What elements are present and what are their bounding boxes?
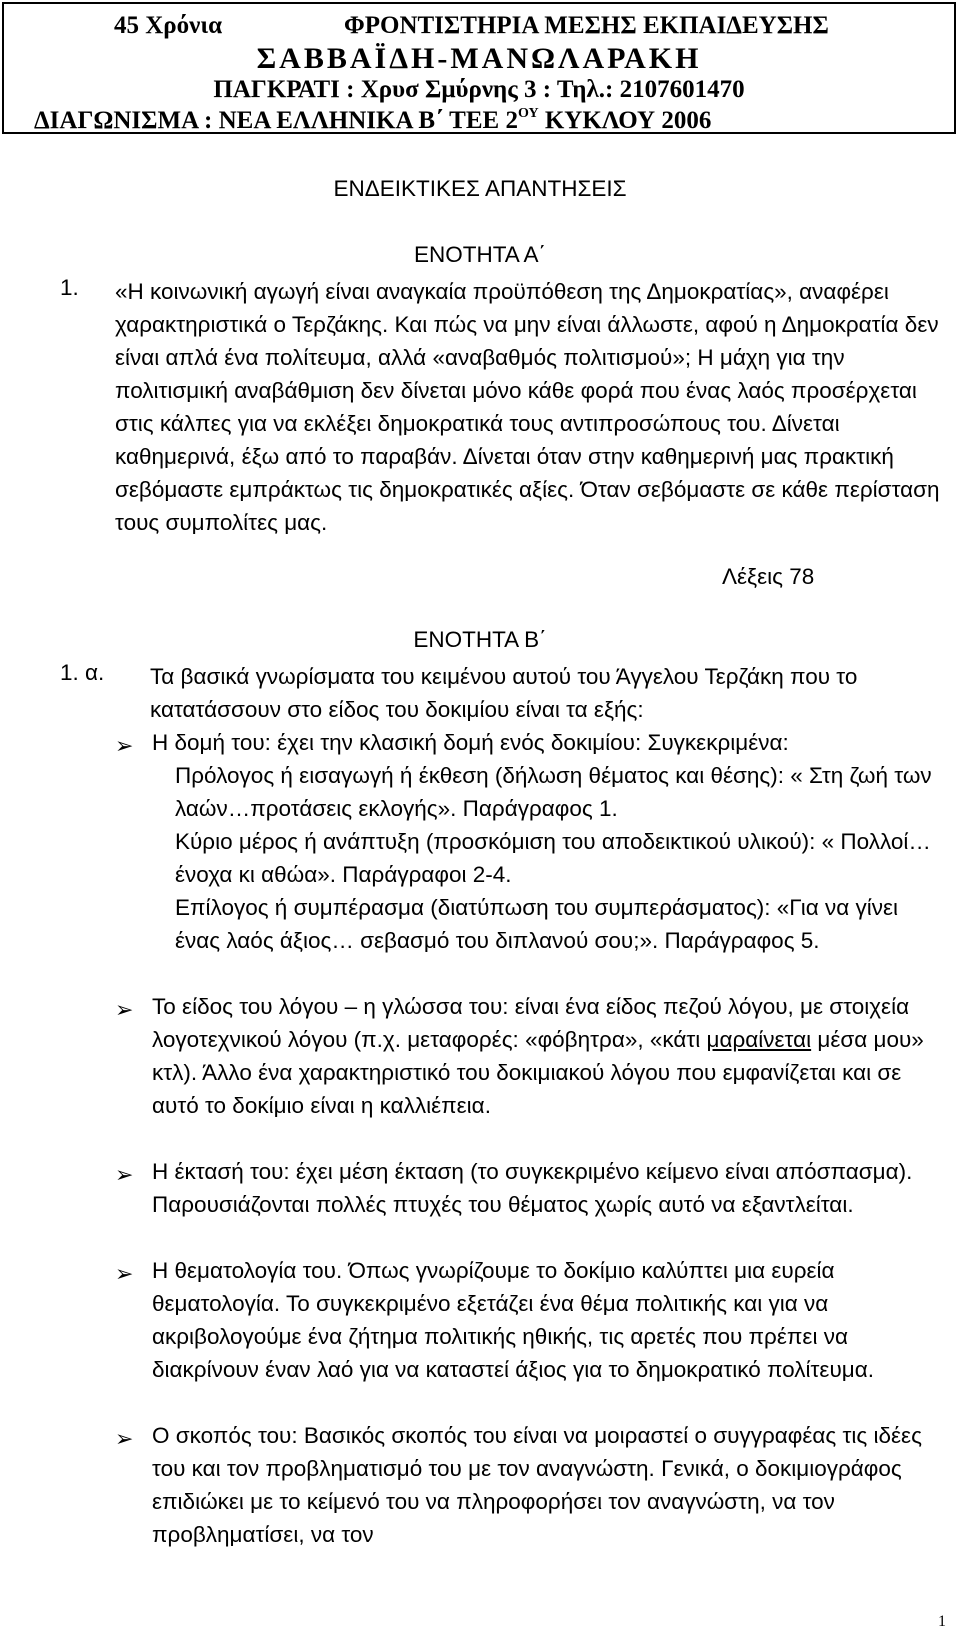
page-number: 1 xyxy=(938,1613,946,1630)
section-a-paragraph: «Η κοινωνική αγωγή είναι αναγκαία προϋπόθεση της Δημοκρατίας», αναφέρει χαρακτηριστικά ο Τερζάκης. Και πώς να μην είναι άλλωστε, αφού η Δημοκρατία δεν είναι απλά ένα πολίτευμα, αλλά «αναβαθμός πολιτισμού»; Η μάχη για την πολιτισμική αναβάθμιση δεν δίνεται μόνο κάθε φορά που ένας λαός προσέρχεται στις κάλπες για να εκλέξει δημοκρατικά τους αντιπροσώπους του. Δίνεται καθημερινά, έξω από το παραβάν. Δίνεται όταν στην καθημερινή μας πρακτική σεβόμαστε εμπράκτως τις δημοκρατικές αξίες. Όταν σεβόμαστε σε κάθε περίσταση τους συμπολίτες μας. xyxy=(115,279,940,535)
section-b-title: ΕΝΟΤΗΤΑ Β΄ xyxy=(413,627,547,652)
epilogue-text: Επίλογος ή συμπέρασμα (διατύπωση του συμπεράσματος): «Για να γίνει ένας λαός άξιος… σεβασμό του διπλανού σου;». Παράγραφος 5. xyxy=(175,895,899,953)
genre-text xyxy=(152,990,945,1122)
header-years: 45 Χρόνια xyxy=(114,12,223,39)
header-exam xyxy=(34,106,711,135)
themes-text: Η θεματολογία του. Όπως γνωρίζουμε το δοκίμιο καλύπτει μια ευρεία θεματολογία. Το συγκεκριμένο εξετάζει ένα θέμα πολιτικής και για να ακριβολογούμε ένα ζήτημα πολιτικής ηθικής, τις αρετές που πρέπει να διακρίνουν έναν λαό για να καταστεί άξιος για το δημοκρατικό πολίτευμα. xyxy=(152,1258,874,1382)
header-address: ΠΑΓΚΡΑΤΙ : Χρυσ Σμύρνης 3 : Τηλ.: 2107601470 xyxy=(213,76,745,103)
header-exam-sup: ΟΥ xyxy=(517,106,539,121)
bullet-extent xyxy=(115,1155,945,1221)
extent-text: Η έκτασή του: έχει μέση έκταση (το συγκεκριμένο κείμενο είναι απόσπασμα). Παρουσιάζονται πολλές πτυχές του θέματος χωρίς αυτό να εξαντλείται. xyxy=(152,1159,913,1217)
section-a-title: ΕΝΟΤΗΤΑ Α΄ xyxy=(413,242,547,267)
structure-prologue xyxy=(153,759,943,825)
bullet-genre xyxy=(115,990,945,1122)
header-box xyxy=(2,2,956,134)
section-b-number: 1. α. xyxy=(60,660,105,685)
doc-title: ΕΝΔΕΙΚΤΙΚΕΣ ΑΠΑΝΤΗΣΕΙΣ xyxy=(333,176,627,201)
header-names: ΣΑΒΒΑΪΔΗ-ΜΑΝΩΛΑΡΑΚΗ xyxy=(256,42,702,75)
purpose-text: Ο σκοπός του: Βασικός σκοπός του είναι να μοιραστεί ο συγγραφέας τις ιδέες του και τον προβληματισμό του με τον αναγνώστη. Γενικά, ο δοκιμιογράφος επιδιώκει με το κείμενό του να πληροφορήσει τον αναγνώστη, να τον προβληματίσει, να τον xyxy=(152,1423,922,1547)
prologue-text: Πρόλογος ή εισαγωγή ή έκθεση (δήλωση θέματος και θέσης): « Στη ζωή των λαών…προτάσεις εκλογής». Παράγραφος 1. xyxy=(175,763,932,821)
section-a-number: 1. xyxy=(60,275,79,300)
bullet-themes xyxy=(115,1254,945,1386)
genre-underlined: μαραίνεται xyxy=(706,1027,812,1052)
genre-part1: Το είδος του λόγου – η γλώσσα του: είναι ένα είδος πεζού λόγου, με στοιχεία λογοτεχνικού λόγου (π.χ. μεταφορές: «φόβητρα», «κάτι xyxy=(152,994,910,1052)
word-count: Λέξεις 78 xyxy=(722,564,815,589)
section-b-intro: Τα βασικά γνωρίσματα του κειμένου αυτού του Άγγελου Τερζάκη που το κατατάσσουν στο είδος του δοκιμίου είναι τα εξής: xyxy=(150,664,858,722)
arrow-bullet-icon: ➢ xyxy=(115,1261,134,1286)
header-school: ΦΡΟΝΤΙΣΤΗΡΙΑ ΜΕΣΗΣ ΕΚΠΑΙΔΕΥΣΗΣ xyxy=(344,12,829,39)
arrow-bullet-icon: ➢ xyxy=(115,733,134,758)
arrow-bullet-icon: ➢ xyxy=(115,1162,134,1187)
structure-epilogue xyxy=(153,891,943,957)
arrow-bullet-icon: ➢ xyxy=(115,1426,134,1451)
structure-main xyxy=(153,825,943,891)
header-exam-prefix: ΔΙΑΓΩΝΙΣΜΑ : ΝΕΑ ΕΛΛΗΝΙΚΑ Β΄ ΤΕΕ 2 xyxy=(34,107,518,134)
structure-lead: Η δομή του: έχει την κλασική δομή ενός δοκιμίου: Συγκεκριμένα: xyxy=(152,730,789,755)
main-body-text: Κύριο μέρος ή ανάπτυξη (προσκόμιση του αποδεικτικού υλικού): « Πολλοί…ένοχα κι αθώα». Παράγραφοι 2-4. xyxy=(175,829,931,887)
arrow-bullet-icon: ➢ xyxy=(115,997,134,1022)
bullet-purpose xyxy=(115,1419,945,1551)
genre-part2: μέσα μου» κτλ). Άλλο ένα χαρακτηριστικό του δοκιμιακού λόγου που εμφανίζεται και σε αυτό το δοκίμιο είναι η καλλιέπεια. xyxy=(152,1027,924,1118)
bullet-structure xyxy=(115,726,945,759)
header-exam-suffix: ΚΥΚΛΟΥ 2006 xyxy=(538,107,712,134)
